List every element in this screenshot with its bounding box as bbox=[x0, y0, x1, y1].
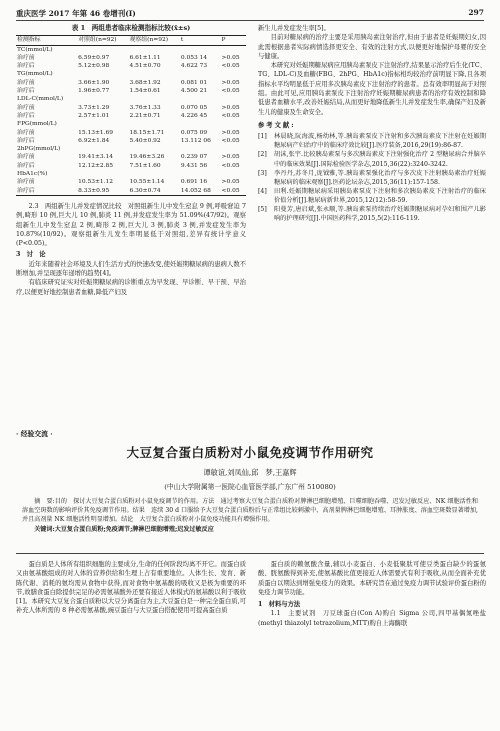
table-header-cell: P bbox=[221, 37, 226, 44]
table-header-cell: 对照组(n=92) bbox=[78, 37, 117, 44]
methods-heading: 1 材料与方法 bbox=[258, 601, 301, 609]
reference-item bbox=[258, 150, 486, 168]
reference-text: 阳曼芳,唐启斌,张永顺,等.胰岛素泵持续治疗妊娠期糖尿病对孕妇和围产儿影响的护理研究[J].中国医药科学,2015,5(2):116-119. bbox=[274, 206, 486, 223]
table-row bbox=[16, 87, 246, 95]
table-cell bbox=[180, 95, 221, 103]
table-cell: 9.431 56 bbox=[180, 162, 208, 169]
page-number: 297 bbox=[468, 8, 484, 17]
table-cell: 12.12±2.85 bbox=[78, 162, 114, 169]
keywords-line: 关键词:大豆复合蛋白质粉;免疫调节;脾淋巴细胞增殖;迟发过敏反应 bbox=[34, 525, 214, 533]
table-row bbox=[16, 104, 246, 112]
reference-item bbox=[258, 187, 486, 205]
table-cell bbox=[129, 170, 180, 178]
table-cell: 14.052 68 bbox=[180, 187, 211, 194]
table-cell: >0.05 bbox=[221, 129, 240, 136]
table-cell: 治疗前 bbox=[17, 154, 35, 161]
article-right-column bbox=[258, 560, 486, 628]
table-cell bbox=[221, 95, 246, 103]
table-cell: 治疗后 bbox=[17, 137, 35, 144]
table-cell bbox=[129, 70, 180, 78]
table-cell bbox=[77, 120, 128, 128]
table-cell: FPG(mmol/L) bbox=[17, 121, 57, 128]
article-left-column bbox=[16, 560, 246, 616]
table-cell bbox=[129, 95, 180, 103]
table-cell: >0.05 bbox=[221, 104, 240, 111]
table-cell bbox=[77, 145, 128, 153]
reference-text: 田利.妊娠期糖尿病采用胰岛素泵皮下注射和多次胰岛素皮下注射治疗的临床价值分析[J].糖尿病新世界,2015,12(12):58-59. bbox=[274, 187, 486, 204]
table-cell bbox=[77, 170, 128, 178]
reference-list bbox=[258, 132, 486, 223]
table-cell: 19.46±3.26 bbox=[129, 154, 165, 161]
table-row bbox=[16, 70, 246, 78]
journal-name: 重庆医学 2017 年第 46 卷增刊(Ⅰ) bbox=[16, 9, 136, 18]
table-cell: 5.12±0.98 bbox=[78, 63, 110, 70]
table-cell: <0.05 bbox=[221, 187, 240, 194]
abstract-divider bbox=[16, 553, 484, 554]
abstract-text: 摘 要:目的 探讨大豆复合蛋白质粉对小鼠免疫调节的作用。方法 通过考察大豆复合蛋白质粉对脾淋巴细胞增殖、巨噬细胞吞噬、迟发过敏反应、NK 细胞活性和溶血空斑数的影响评价其免疫调节作用。结果 连续 30 d 口服给予大豆复合蛋白质粉后与正常组比较刺激中、高剂量脾淋巴细胞增殖、耳肿胀度、溶血空斑数显著增加,并且高剂量 NK 细胞活性明显增加。结论 大豆复合蛋白质粉对小鼠免疫功能具有增强作用。 bbox=[22, 498, 478, 524]
table-cell bbox=[221, 45, 246, 54]
article-title: 大豆复合蛋白质粉对小鼠免疫调节作用研究 bbox=[126, 445, 374, 460]
table-cell: 治疗前 bbox=[17, 54, 35, 61]
table-cell: 6.61±1.11 bbox=[129, 54, 161, 61]
table-cell: 18.15±1.71 bbox=[129, 129, 165, 136]
table-cell bbox=[129, 120, 180, 128]
intro-paragraph-continued: 蛋白质的赖氨酸含量,辅以小麦蛋白、小麦低聚肽可使豆类蛋白缺少的蛋氨酸、胱氨酸得到补充,使氨基酸比值更接近人体需要式有利于吸收,从而全面补充优质蛋白以期达到增强免疫力的效果。本研究旨在通过免疫力调节试验评价蛋白粉的免疫力调节功能。 bbox=[258, 561, 486, 596]
table-cell: <0.05 bbox=[221, 162, 240, 169]
table-cell: 1.96±0.77 bbox=[78, 88, 110, 95]
table-cell: 治疗后 bbox=[17, 63, 35, 70]
reference-text: 林晨晓,阮海波,杨幼林,等.胰岛素泵皮下注射和多次胰岛素皮下注射在妊娠期糖尿病产妇治疗中的临床疗效比较[J].医疗装备,2016,29(19):86-87. bbox=[274, 133, 486, 150]
table-cell bbox=[180, 45, 221, 54]
table-cell bbox=[221, 70, 246, 78]
table-cell: 0.070 05 bbox=[180, 104, 208, 111]
reference-text: 胡沫,张宇.比较胰岛素泵与多次胰岛素皮下注射强化治疗 2 型糖尿病合并脑卒中的临床效果[J].国际检验医学杂志,2015,36(22):3240-3242. bbox=[274, 151, 486, 168]
table-row bbox=[16, 62, 246, 70]
table-caption: 表 1 两组患者临床检测指标比较(x̄±s) bbox=[71, 24, 191, 32]
table-cell bbox=[180, 145, 221, 153]
table-cell: 1.54±0.61 bbox=[129, 88, 161, 95]
reference-item bbox=[258, 205, 486, 223]
page-header bbox=[16, 6, 484, 21]
table-cell bbox=[77, 45, 128, 54]
table-row bbox=[16, 120, 246, 128]
table-cell: 治疗前 bbox=[17, 179, 35, 186]
reference-number: [2] bbox=[258, 151, 267, 159]
table-cell: 0.075 09 bbox=[180, 129, 208, 136]
references-heading: 参考文献: bbox=[258, 121, 296, 129]
right-paragraph-1: 目前对糖尿病的治疗主要是采用胰岛素注射治疗,但由于患者是妊娠期妇女,因此需根据患者实际病情选择更安全、有效的注射方式,以便更好地保护母婴的安全与健康。 bbox=[258, 34, 486, 60]
table-row bbox=[16, 137, 246, 145]
reference-item bbox=[258, 132, 486, 150]
table-cell: 10.53±1.12 bbox=[78, 179, 114, 186]
table-cell: 治疗后 bbox=[17, 112, 35, 119]
table-cell: 治疗前 bbox=[17, 104, 35, 111]
table-cell: TC(mmol/L) bbox=[17, 46, 53, 53]
table-cell: LDL-C(mmol/L) bbox=[17, 96, 64, 103]
table-cell: 7.51±1.60 bbox=[129, 162, 161, 169]
table-cell: 8.33±0.95 bbox=[78, 187, 110, 194]
table-cell: 0.081 01 bbox=[180, 79, 208, 86]
table-cell: >0.05 bbox=[221, 154, 240, 161]
table-cell bbox=[180, 120, 221, 128]
table-cell: 6.59±0.97 bbox=[78, 54, 110, 61]
table-cell: 0.691 16 bbox=[180, 179, 208, 186]
table-cell: 治疗前 bbox=[17, 79, 35, 86]
table-cell: 0.239 07 bbox=[180, 154, 208, 161]
table-header-cell: 观察组(n=92) bbox=[129, 37, 169, 44]
table-cell: <0.05 bbox=[221, 137, 240, 144]
table-cell bbox=[77, 95, 128, 103]
table-cell: >0.05 bbox=[221, 54, 240, 61]
table-body bbox=[16, 45, 246, 195]
table-cell: 3.68±1.92 bbox=[129, 79, 161, 86]
right-paragraph-2: 本研究对妊娠期糖尿病应用胰岛素泵皮下注射治疗,结果显示治疗后生化(TC、TG、LDL-C)及血糖(FBG、2hPG、HbA1c)指标相均较治疗前明显下降,且各项指标水平均明显低于应用多次胰岛素皮下注射治疗的患者。总有效率明显高于对照组。由此可见,应用胰岛素泵皮下注射治疗妊娠期糖尿病患者的治疗有效控制和降低患者血糖水平,改善妊娠结局,从而更好地降低新生儿并发症发生率,确保产妇及新生儿的健康及生命安全。 bbox=[258, 62, 486, 116]
table-row bbox=[16, 129, 246, 137]
discussion-paragraph-2: 有临床研究证实对妊娠期糖尿病的诊断重点为早发现、早诊断、早干预、早治疗,以便更好地控制患者血糖,降低产妇及 bbox=[16, 279, 246, 296]
table-cell bbox=[77, 70, 128, 78]
table-row bbox=[16, 162, 246, 170]
table-cell: 2.57±1.01 bbox=[78, 112, 110, 119]
table-header-cell: t bbox=[180, 37, 184, 44]
table-cell bbox=[221, 170, 246, 178]
table-row bbox=[16, 170, 246, 178]
table-cell: 10.55±1.14 bbox=[129, 179, 165, 186]
table-cell: 6.92±1.84 bbox=[78, 137, 110, 144]
reference-number: [1] bbox=[258, 133, 267, 141]
table-cell: 4.51±0.70 bbox=[129, 63, 161, 70]
table-row bbox=[16, 187, 246, 196]
table-cell: 4.226 45 bbox=[180, 112, 208, 119]
abstract-block bbox=[22, 497, 478, 534]
table-cell: 19.41±3.14 bbox=[78, 154, 114, 161]
left-column bbox=[16, 24, 246, 297]
table-cell: <0.05 bbox=[221, 112, 240, 119]
table-cell: HbA1c(%) bbox=[17, 171, 48, 178]
intro-paragraph: 蛋白质是人体所有组织细胞的主要成分,生命的任何阶段均离不开它。而蛋白质又由氨基酸组成的对人体的营养供给和生理上占有重要地位。人体生长、发育、新陈代谢、消耗的氨均需从食物中获得,而对食物中氨基酸的吸收又是极为重要的环节,故膳食蛋白除提供完足的必需氨基酸外还要有接近人体模式的氨基酸以利于吸收[1]。本研究大豆复合蛋白质粉以大豆分离蛋白为主,大豆蛋白是一种完全蛋白质,可补充人体所需的 8 种必需氨基酸,豌豆蛋白与大豆蛋白搭配使用可提高蛋白质 bbox=[16, 561, 246, 615]
table-header-row bbox=[16, 36, 246, 45]
table-row bbox=[16, 54, 246, 62]
section-2-3: 2.3 两组新生儿并发症情况比较 对照组新生儿中发生窒息 9 例,呼吸窘迫 7 例,畸形 10 例,巨大儿 10 例,肺炎 11 例,并发症发生率为 51.09%(47/92)。观察组新生儿中发生窒息 2 例,畸形 2 例,巨大儿 3 例,肺炎 3 例,并发症发生率为 10.87%(10/92)。观察组新生儿发生率明显低于对照组,差异有统计学意义(P<0.05)。 bbox=[16, 202, 246, 248]
discussion-paragraph-1: 近年来随着社会环境及人们生活方式的快速改变,使妊娠期糖尿病的患病人数不断增加,并呈现逐年递增的趋势[4]。 bbox=[16, 260, 246, 278]
table-cell: 13.112 06 bbox=[180, 137, 211, 144]
table-cell bbox=[129, 145, 180, 153]
table-cell: 治疗后 bbox=[17, 162, 35, 169]
table-cell: 6.30±0.74 bbox=[129, 187, 161, 194]
table-cell: <0.05 bbox=[221, 88, 240, 95]
reference-number: [4] bbox=[258, 187, 267, 195]
table-row bbox=[16, 79, 246, 87]
table-row bbox=[16, 145, 246, 153]
table-header-cell: 检测指标 bbox=[17, 37, 41, 44]
discussion-heading: 3 讨 论 bbox=[16, 251, 46, 259]
table-cell bbox=[221, 120, 246, 128]
table-row bbox=[16, 153, 246, 161]
table-cell: 0.053 14 bbox=[180, 54, 208, 61]
table-cell: 2.21±0.71 bbox=[129, 112, 161, 119]
table-row bbox=[16, 45, 246, 54]
table-row bbox=[16, 112, 246, 120]
table-cell bbox=[180, 170, 221, 178]
table-cell: TG(mmol/L) bbox=[17, 71, 53, 78]
table-cell: 4.500 21 bbox=[180, 88, 208, 95]
section-label: · 经验交流 · bbox=[16, 430, 53, 438]
continued-paragraph: 新生儿并发症发生率[5]。 bbox=[258, 25, 330, 32]
article-authors: 谭敏谊,刘凤仙,邱 梦,王嘉辉 bbox=[203, 468, 297, 477]
table-cell: >0.05 bbox=[221, 79, 240, 86]
reference-text: 李丹丹,苏冬月,庞钺雅,等.胰岛素泵强化治疗与多次皮下注射胰岛素治疗妊娠糖尿病的临床观察[J].医药论坛杂志,2015,36(11):157-158. bbox=[274, 169, 486, 186]
table-cell: 3.73±1.29 bbox=[78, 104, 110, 111]
table-cell: 4.622 73 bbox=[180, 63, 208, 70]
table-cell: 2hPG(mmol/L) bbox=[17, 146, 61, 153]
table-cell bbox=[221, 145, 246, 153]
table-cell bbox=[180, 70, 221, 78]
table-cell: 治疗后 bbox=[17, 88, 35, 95]
table-cell: 治疗前 bbox=[17, 129, 35, 136]
table-cell: 5.40±0.92 bbox=[129, 137, 161, 144]
table-cell: 3.76±1.33 bbox=[129, 104, 161, 111]
reagents-paragraph: 1.1 主要试剂 刀豆球蛋白(Con A)购自 Sigma 公司,四甲基偶氮唑盐(methyl thiazolyl tetrazolium,MTT)购自上海酶联 bbox=[258, 610, 486, 627]
table-cell bbox=[129, 45, 180, 54]
right-column bbox=[258, 24, 486, 223]
article-affiliation: (中山大学附属第一医院心血管医学部,广东广州 510080) bbox=[164, 483, 336, 491]
table-cell: 3.66±1.90 bbox=[78, 79, 110, 86]
table-cell: 治疗后 bbox=[17, 187, 35, 194]
table-row bbox=[16, 178, 246, 186]
clinical-indicators-table bbox=[16, 35, 246, 196]
table-cell: 15.13±1.69 bbox=[78, 129, 114, 136]
reference-number: [3] bbox=[258, 169, 267, 177]
reference-number: [5] bbox=[258, 206, 267, 214]
reference-item bbox=[258, 169, 486, 187]
table-cell: <0.05 bbox=[221, 63, 240, 70]
table-row bbox=[16, 95, 246, 103]
table-cell: >0.05 bbox=[221, 179, 240, 186]
